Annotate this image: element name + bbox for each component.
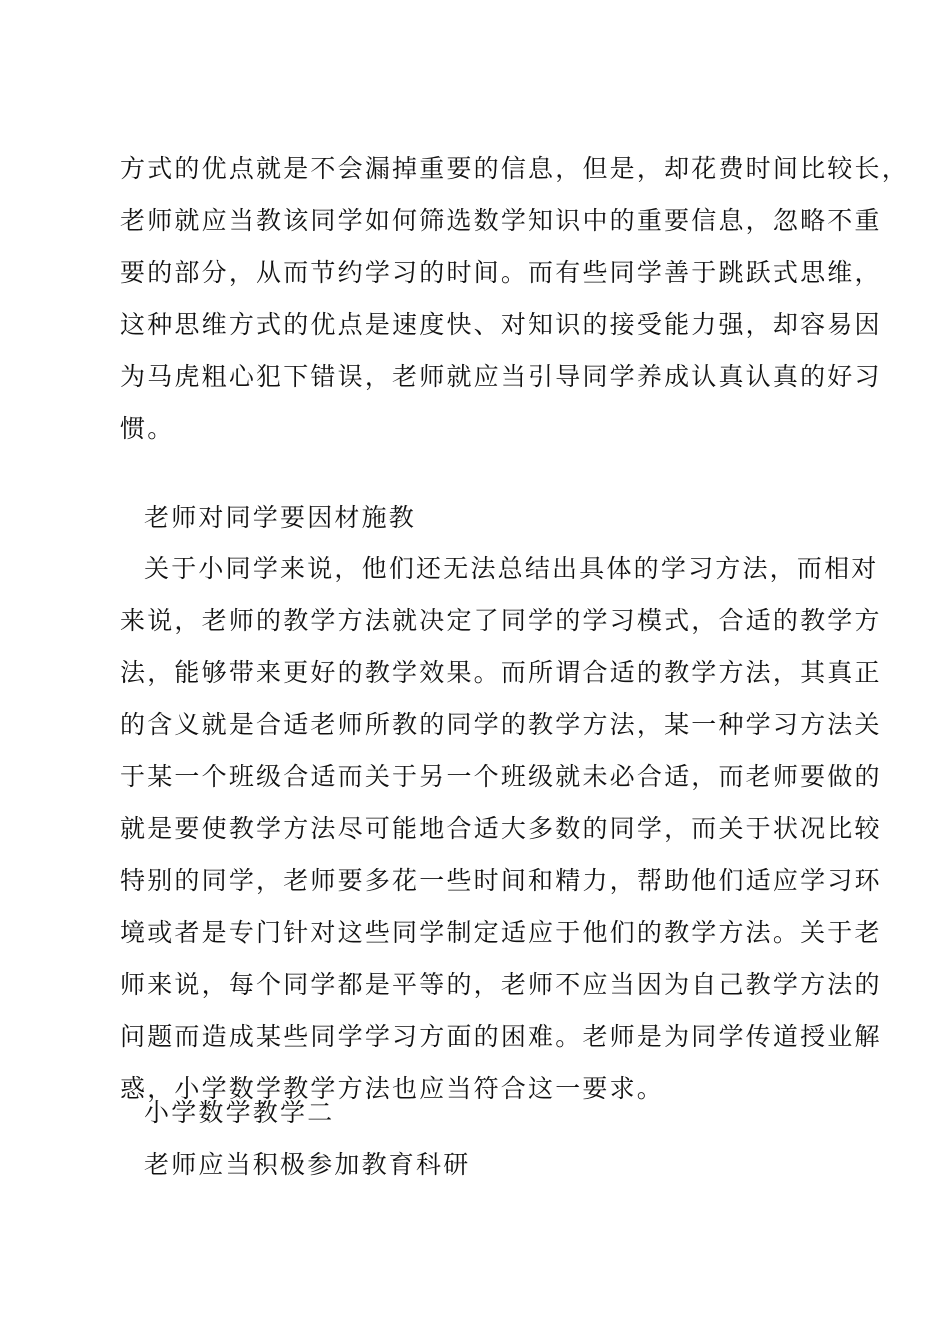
paragraph-line: 于 某 一 个 班 级 合 适 而 关 于 另 一 个 班 级 就 未 必 合 适 ， 而 老 师 要 做 的 (120, 762, 882, 791)
paragraph-line: 特 别 的 同 学 ， 老 师 要 多 花 一 些 时 间 和 精 力 ， 帮 助 他 们 适 应 学 习 环 (120, 866, 882, 895)
paragraph-line: 法 ， 能 够 带 来 更 好 的 教 学 效 果 。 而 所 谓 合 适 的 教 学 方 法 ， 其 真 正 (120, 658, 882, 687)
paragraph-line: 关 于 小 同 学 来 说 ， 他 们 还 无 法 总 结 出 具 体 的 学 习 方 法 ， 而 相 对 (144, 554, 879, 583)
paragraph-line: 境 或 者 是 专 门 针 对 这 些 同 学 制 定 适 应 于 他 们 的 教 学 方 法 。 关 于 老 (120, 918, 882, 947)
paragraph-line: 方 式 的 优 点 就 是 不 会 漏 掉 重 要 的 信 息 ， 但 是 ， 却 花 费 时 间 比 较 长 ， (120, 154, 909, 183)
section-heading (120, 492, 832, 544)
section-heading (120, 1087, 832, 1139)
paragraph-line: 要 的 部 分 ， 从 而 节 约 学 习 的 时 间 。 而 有 些 同 学 善 于 跳 跃 式 思 维 ， (120, 258, 882, 287)
section-heading-text: 老师对同学要因材施教 (144, 503, 417, 532)
paragraph-line: 问 题 而 造 成 某 些 同 学 学 习 方 面 的 困 难 。 老 师 是 为 同 学 传 道 授 业 解 (120, 1022, 882, 1051)
paragraph-line: 的 含 义 就 是 合 适 老 师 所 教 的 同 学 的 教 学 方 法 ， 某 一 种 学 习 方 法 关 (120, 710, 882, 739)
paragraph-line: 为 马 虎 粗 心 犯 下 错 误 ， 老 师 就 应 当 引 导 同 学 养 成 认 真 认 真 的 好 习 (120, 362, 882, 391)
paragraph-line: 惯。 (120, 414, 175, 443)
section-heading (120, 1139, 832, 1191)
section-heading-text: 老师应当积极参加教育科研 (144, 1150, 471, 1179)
paragraph-line: 这 种 思 维 方 式 的 优 点 是 速 度 快 、 对 知 识 的 接 受 能 力 强 ， 却 容 易 因 (120, 310, 882, 339)
paragraph-line: 老 师 就 应 当 教 该 同 学 如 何 筛 选 数 学 知 识 中 的 重 要 信 息 ， 忽 略 不 重 (120, 206, 882, 235)
paragraph-line: 惑，小学数学教学方法也应当符合这一要求。 (120, 1074, 665, 1103)
paragraph-line: 就 是 要 使 教 学 方 法 尽 可 能 地 合 适 大 多 数 的 同 学 ， 而 关 于 状 况 比 较 (120, 814, 882, 843)
paragraph-2 (120, 543, 882, 1115)
paragraph-1 (120, 143, 909, 455)
paragraph-line: 来 说 ， 老 师 的 教 学 方 法 就 决 定 了 同 学 的 学 习 模 式 ， 合 适 的 教 学 方 (120, 606, 882, 635)
paragraph-line: 师 来 说 ， 每 个 同 学 都 是 平 等 的 ， 老 师 不 应 当 因 为 自 己 教 学 方 法 的 (120, 970, 882, 999)
section-heading-text: 小学数学教学二 (144, 1098, 335, 1127)
